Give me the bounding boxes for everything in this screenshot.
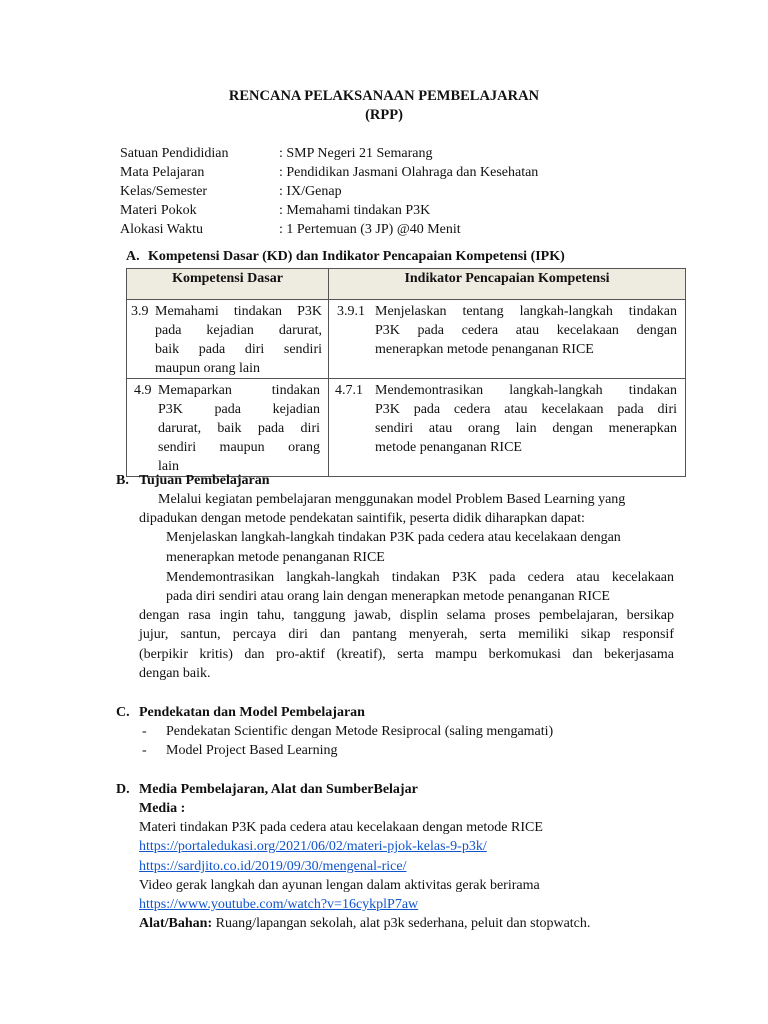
- kd-cell: [127, 300, 329, 379]
- table-header-kd: Kompetensi Dasar: [127, 269, 329, 300]
- info-label: Kelas/Semester: [120, 184, 208, 199]
- kd-number: 4.9: [134, 383, 152, 398]
- objective-text-line: Mendemontrasikan langkah-langkah tindakan P3K pada cedera atau kecelakaan: [166, 570, 674, 585]
- ipk-cell: [329, 379, 686, 477]
- kd-text-line: darurat, baik pada diri: [158, 421, 320, 436]
- ipk-text-line: Menjelaskan tentang langkah-langkah tindakan: [375, 304, 677, 319]
- media-label: Media :: [139, 801, 186, 816]
- media-text: Materi tindakan P3K pada cedera atau kecelakaan dengan metode RICE: [139, 820, 543, 835]
- info-value: : Pendidikan Jasmani Olahraga dan Kesehatan: [279, 165, 539, 180]
- table-row: [127, 300, 686, 379]
- kd-text-line: P3K pada kejadian: [158, 402, 320, 417]
- tools-line: [139, 916, 590, 932]
- objective-text-line: jujur, santun, percaya diri dan pantang menyerah, serta memiliki sikap responsif: [139, 627, 674, 642]
- info-value: : Memahami tindakan P3K: [279, 203, 431, 218]
- ipk-cell: [329, 300, 686, 379]
- info-value: : SMP Negeri 21 Semarang: [279, 146, 433, 161]
- kd-text-line: Memahami tindakan P3K: [155, 304, 322, 319]
- ipk-number: 4.7.1: [335, 383, 363, 398]
- resource-link[interactable]: https://portaledukasi.org/2021/06/02/materi-pjok-kelas-9-p3k/: [139, 839, 487, 854]
- info-value: : IX/Genap: [279, 184, 342, 199]
- kd-text-line: lain: [158, 459, 179, 474]
- kd-cell: [127, 379, 329, 477]
- ipk-text-line: metode penanganan RICE: [375, 440, 522, 455]
- ipk-number: 3.9.1: [337, 304, 365, 319]
- kd-text-line: maupun orang lain: [155, 361, 260, 376]
- section-c-heading: Pendekatan dan Model Pembelajaran: [139, 705, 365, 720]
- info-label: Satuan Pendididian: [120, 146, 229, 161]
- ipk-text-line: sendiri atau orang lain dengan menerapkan: [375, 421, 677, 436]
- list-item: Pendekatan Scientific dengan Metode Resiprocal (saling mengamati): [166, 724, 554, 739]
- section-b-letter: B.: [116, 473, 129, 488]
- media-text: Video gerak langkah dan ayunan lengan dalam aktivitas gerak berirama: [139, 878, 540, 893]
- info-label: Alokasi Waktu: [120, 222, 203, 237]
- kd-number: 3.9: [131, 304, 149, 319]
- tools-text: Ruang/lapangan sekolah, alat p3k sederhana, peluit dan stopwatch.: [215, 916, 591, 931]
- resource-link[interactable]: https://sardjito.co.id/2019/09/30/mengenal-rice/: [139, 859, 407, 874]
- tools-label: Alat/Bahan:: [139, 916, 213, 931]
- objective-text-line: dengan baik.: [139, 666, 211, 681]
- kd-text-line: pada kejadian darurat,: [155, 323, 322, 338]
- section-d-heading: Media Pembelajaran, Alat dan SumberBelajar: [139, 782, 418, 797]
- objective-text-line: Menjelaskan langkah-langkah tindakan P3K pada cedera atau kecelakaan dengan: [166, 530, 621, 545]
- ipk-text-line: menerapkan metode penanganan RICE: [375, 342, 594, 357]
- objective-text-line: (berpikir kritis) dan pro-aktif (kreatif), serta mampu berkomukasi dan bekerjasama: [139, 647, 674, 662]
- section-b-heading: Tujuan Pembelajaran: [139, 473, 270, 488]
- table-header-row: [127, 269, 686, 300]
- ipk-text-line: P3K pada cedera atau kecelakaan pada diri: [375, 402, 677, 417]
- section-a-heading: Kompetensi Dasar (KD) dan Indikator Pencapaian Kompetensi (IPK): [148, 249, 565, 264]
- competency-table: [126, 268, 686, 477]
- objective-text-line: dengan rasa ingin tahu, tanggung jawab, displin selama proses pembelajaran, bersikap: [139, 608, 674, 623]
- ipk-text-line: Mendemontrasikan langkah-langkah tindakan: [375, 383, 677, 398]
- section-c-letter: C.: [116, 705, 130, 720]
- section-d-letter: D.: [116, 782, 130, 797]
- document-title: RENCANA PELAKSANAAN PEMBELAJARAN: [228, 88, 540, 104]
- objective-text-line: Melalui kegiatan pembelajaran menggunakan model Problem Based Learning yang: [158, 492, 626, 507]
- section-a-letter: A.: [126, 249, 140, 264]
- kd-text-line: baik pada diri sendiri: [155, 342, 322, 357]
- info-label: Materi Pokok: [120, 203, 197, 218]
- table-header-ipk: Indikator Pencapaian Kompetensi: [329, 269, 686, 300]
- ipk-text-line: P3K pada cedera atau kecelakaan dengan: [375, 323, 677, 338]
- kd-text-line: sendiri maupun orang: [158, 440, 320, 455]
- list-bullet: -: [142, 743, 147, 758]
- video-link[interactable]: https://www.youtube.com/watch?v=16cykplP7aw: [139, 897, 419, 912]
- info-label: Mata Pelajaran: [120, 165, 205, 180]
- objective-text-line: dipadukan dengan metode pendekatan saintifik, peserta didik diharapkan dapat:: [139, 511, 585, 526]
- objective-text-line: menerapkan metode penanganan RICE: [166, 550, 385, 565]
- document-subtitle: (RPP): [365, 107, 403, 123]
- list-item: Model Project Based Learning: [166, 743, 338, 758]
- list-bullet: -: [142, 724, 147, 739]
- objective-text-line: pada diri sendiri atau orang lain dengan menerapkan metode penanganan RICE: [166, 589, 610, 604]
- table-row: [127, 379, 686, 477]
- kd-text-line: Memaparkan tindakan: [158, 383, 320, 398]
- info-value: : 1 Pertemuan (3 JP) @40 Menit: [279, 222, 461, 237]
